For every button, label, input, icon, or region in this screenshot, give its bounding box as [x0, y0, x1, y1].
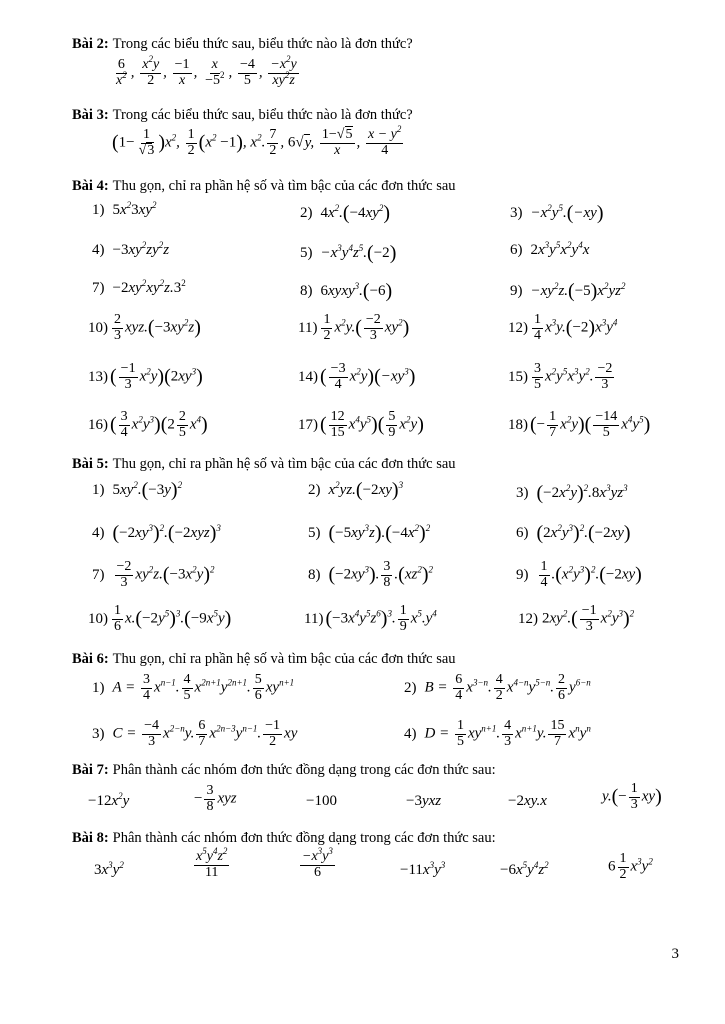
exercise-heading — [72, 762, 496, 779]
exercise-item: 6) $(2x^2y^3)^2.(-2xy)$ — [516, 522, 631, 544]
exercise-item: 16) ( $\frac{3}{4}$ $x^2y^3)(2$ $\frac{2}{5}$ $x^4$) — [88, 409, 208, 440]
item-label: 18) — [508, 416, 528, 433]
item-label: 3) — [92, 725, 105, 742]
exercise-item: 2) $x^2yz.(-2xy)^3$ — [308, 479, 404, 501]
item-label: 10) — [88, 610, 108, 627]
exercise-item: 1) A = $\frac{3}{4}$ $x^{n-1}$. $\frac{4}{5}$ $x^{2n+1}y^{2n+1}$. $\frac{5}{6}$ $xy^{n+1}$ — [92, 672, 295, 703]
exercise-heading — [72, 107, 413, 124]
exercise-item: 17) ( $\frac{12}{15}$ $x^4y^5$)( $\frac{5}{9}$ $x^2y$) — [298, 409, 424, 440]
item-label: 5) — [308, 524, 321, 541]
item-label: 10) — [88, 319, 108, 336]
item-label: 13) — [88, 368, 108, 385]
monomial: −2xy.x — [508, 793, 547, 809]
exercise-heading — [72, 36, 413, 53]
item-label: 8) — [300, 282, 313, 299]
monomial: $\frac{-x^3y^3}{6}$ — [302, 846, 333, 880]
exercise-prompt: Phân thành các nhóm đơn thức đồng dạng trong các đơn thức sau: — [112, 762, 496, 778]
item-label: 12) — [518, 610, 538, 627]
monomial: −3yxz — [406, 793, 442, 809]
exercise-item: 5) $(-5xy^3z).(-4x^2)^2$ — [308, 522, 431, 544]
exercise-item: 3) $(-2x^2y)^2.8x^3yz^3$ — [516, 482, 628, 504]
item-label: 3) — [510, 204, 523, 221]
exercise-item: 9) $\frac{1}{4}$ $.(x^2y^3)^2.(-2xy)$ — [516, 559, 642, 590]
exercise-item: 3) C = $\frac{-4}{3}$ $x^{2-n}y$. $\frac{6}{7}$ $x^{2n-3}y^{n-1}$. $\frac{-1}{2}$ xy — [92, 718, 298, 749]
monomial: $\frac{x^5y^4z^2}{11}$ — [196, 846, 228, 880]
item-label: 3) — [516, 484, 529, 501]
item-label: 6) — [516, 524, 529, 541]
item-label: 15) — [508, 368, 528, 385]
exercise-item: 7) $\frac{-2}{3}$ $xy^2z.(-3x^2y)^2$ — [92, 559, 215, 590]
expression-list: $\frac{6}{x^2}$ , $\frac{x^2y}{2}$ , $\frac{-1}{x}$ , $\frac{x}{-5^2}$ , $\frac{-4}{5}$ , $\frac{-x^2y}{xy^2z}$ — [116, 54, 297, 88]
exercise-prompt: Thu gọn, chỉ ra phần hệ số và tìm bậc của các đơn thức sau — [112, 456, 456, 472]
exercise-label: Bài 4: — [72, 178, 109, 194]
item-label: 17) — [298, 416, 318, 433]
monomial: −100 — [306, 793, 337, 809]
exercise-item: 8) $(-2xy^3)$. $\frac{3}{8}$ $.(xz^2)^2$ — [308, 559, 433, 590]
exercise-item: 11) $(-3x^4y^5z^6)^3$. $\frac{1}{9}$ $x^5.y^4$ — [304, 603, 437, 634]
exercise-item: 14) ( $\frac{-3}{4}$ $x^2y)(-xy^3)$ — [298, 361, 416, 392]
item-label: 11) — [304, 610, 324, 627]
item-label: 7) — [92, 280, 105, 296]
exercise-item: $4) -3xy^2zy^2z$ — [92, 240, 170, 258]
exercise-item: 12) $2xy^2$.( $\frac{-1}{3}$ $x^2y^3)^2$ — [518, 603, 635, 634]
exercise-label: Bài 8: — [72, 830, 109, 846]
item-label: 2) — [308, 481, 321, 498]
exercise-item: 13) ( $\frac{-1}{3}$ $x^2y)(2xy^3)$ — [88, 361, 203, 392]
exercise-item: $7) -2xy^2xy^2z.3^2$ — [92, 278, 186, 296]
exercise-item: $3) -x^2y^5.(-xy)$ — [510, 202, 604, 224]
exercise-item: 18) (− $\frac{1}{7}$ $x^2y$)( $\frac{-14}{5}$ $x^4y^5$) — [508, 409, 651, 440]
monomial: $-11x^3y^3$ — [400, 860, 446, 878]
exercise-item: 4) D = $\frac{1}{5}$ $xy^{n+1}$. $\frac{4}{3}$ $x^{n+1}y$. $\frac{15}{7}$ $x^ny^n$ — [404, 718, 591, 749]
exercise-item: 4) $(-2xy^3)^2.(-2xyz)^3$ — [92, 522, 221, 544]
item-label: 5) — [300, 244, 313, 261]
exercise-label: Bài 5: — [72, 456, 109, 472]
item-label: 11) — [298, 319, 318, 336]
item-label: 2) — [404, 679, 417, 696]
exercise-item: 10) $\frac{2}{3}$ $xyz.(-3xy^2z)$ — [88, 312, 201, 343]
exercise-label: Bài 7: — [72, 762, 109, 778]
item-label: 12) — [508, 319, 528, 336]
monomial: $-12x^2y$ — [88, 791, 130, 809]
item-label: 4) — [92, 524, 105, 541]
item-label: 6) — [510, 242, 523, 258]
exercise-prompt: Trong các biểu thức sau, biểu thức nào là đơn thức? — [112, 107, 413, 123]
item-label: 1) — [92, 202, 105, 218]
exercise-prompt: Thu gọn, chỉ ra phần hệ số và tìm bậc của các đơn thức sau — [112, 178, 456, 194]
exercise-item: 11) $\frac{1}{2}$ $x^2y$.( $\frac{-2}{3}$ $xy^2$) — [298, 312, 410, 343]
monomial: y.(− $\frac{1}{3}$ xy) — [602, 781, 662, 812]
page-number: 3 — [671, 946, 679, 962]
exercise-label: Bài 2: — [72, 36, 109, 52]
item-label: 9) — [510, 282, 523, 299]
item-label: 9) — [516, 566, 529, 583]
exercise-item: 10) $\frac{1}{6}$ $x.(-2y^5)^3.(-9x^5y)$ — [88, 603, 232, 634]
item-label: 16) — [88, 416, 108, 433]
exercise-label: Bài 3: — [72, 107, 109, 123]
exercise-item: 12) $\frac{1}{4}$ $x^3y.(-2)x^3y^4$ — [508, 312, 618, 343]
item-label: 8) — [308, 566, 321, 583]
item-label: 4) — [92, 242, 105, 258]
monomial: $-6x^5y^4z^2$ — [500, 860, 549, 878]
exercise-prompt: Thu gọn, chỉ ra phần hệ số và tìm bậc của các đơn thức sau — [112, 651, 456, 667]
exercise-heading — [72, 456, 456, 473]
item-label: 14) — [298, 368, 318, 385]
exercise-item: 1) $5x^23xy^2$ — [92, 200, 157, 218]
exercise-item: 2) $4x^2.(-4xy^2)$ — [300, 202, 391, 224]
monomial: 6 $\frac{1}{2}$ $x^3y^2$ — [608, 851, 653, 882]
monomial: $3x^3y^2$ — [94, 860, 124, 878]
exercise-item: $9) -xy^2z.(-5)x^2yz^2$ — [510, 280, 626, 302]
exercise-heading — [72, 830, 496, 847]
item-label: 7) — [92, 566, 105, 583]
exercise-prompt: Phân thành các nhóm đơn thức đồng dạng trong các đơn thức sau: — [112, 830, 496, 846]
item-label: 2) — [300, 204, 313, 221]
exercise-item: 2) B = $\frac{6}{4}$ $x^{3-n}$. $\frac{4}{2}$ $x^{4-n}y^{5-n}$. $\frac{2}{6}$ $y^{6-n}$ — [404, 672, 591, 703]
exercise-item: 1) $5xy^2.(-3y)^2$ — [92, 479, 183, 501]
item-label: 1) — [92, 679, 105, 696]
exercise-item: 15) $\frac{3}{5}$ $x^2y^5x^3y^2$. $\frac{-2}{3}$ — [508, 361, 613, 392]
exercise-item: $5) -x^3y^4z^5.(-2)$ — [300, 242, 397, 264]
monomial: − $\frac{3}{8}$ xyz — [194, 783, 237, 814]
exercise-prompt: Trong các biểu thức sau, biểu thức nào là đơn thức? — [112, 36, 413, 52]
item-label: 4) — [404, 725, 417, 742]
exercise-heading — [72, 178, 456, 195]
exercise-label: Bài 6: — [72, 651, 109, 667]
exercise-item: 6) $2x^3y^5x^2y^4x$ — [510, 240, 590, 258]
exercise-item: 8) 6xyxy$^3$.(−6) — [300, 280, 393, 302]
item-label: 1) — [92, 481, 105, 498]
expression-list: (1− $\frac{1}{√3}$ )$x^2$, $\frac{1}{2}$ $(x^2 -1)$, $x^2$. $\frac{7}{2}$ , 6√y, $\frac{1-√5}{x}$ , $\frac{x - y^2}{4}$ — [112, 124, 402, 158]
exercise-heading — [72, 651, 456, 668]
